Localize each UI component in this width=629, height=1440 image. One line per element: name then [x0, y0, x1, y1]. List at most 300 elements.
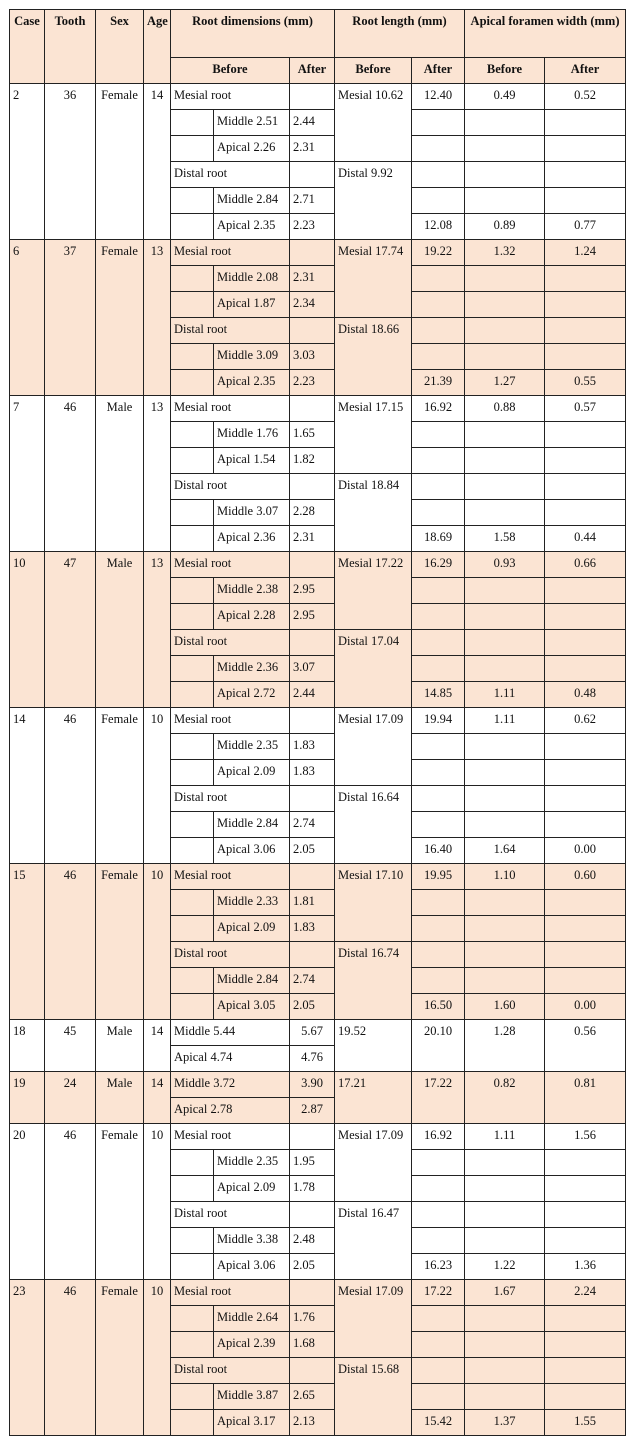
- root-length-distal-after: 16.40: [412, 838, 465, 864]
- root-length-distal-after: 18.69: [412, 526, 465, 552]
- mesial-root-label: Mesial root: [171, 240, 290, 266]
- mesial-root-label: Mesial root: [171, 396, 290, 422]
- empty-cell: [171, 890, 214, 916]
- empty-cell: [465, 1150, 545, 1176]
- table-body: [10, 84, 626, 1436]
- root-length-before: 17.21: [335, 1072, 412, 1124]
- empty-cell: [171, 1306, 214, 1332]
- apical-foramen-before: 0.88: [465, 396, 545, 422]
- mesial-apical-after: 1.68: [290, 1332, 335, 1358]
- empty-cell: [545, 630, 626, 656]
- header-rd-before: Before: [171, 58, 290, 84]
- apical-foramen-after: 0.55: [545, 370, 626, 396]
- distal-apical-before: Apical 3.06: [214, 838, 290, 864]
- mesial-apical-before: Apical 2.39: [214, 1332, 290, 1358]
- apical-foramen-before: 1.11: [465, 682, 545, 708]
- root-length-distal-after: 16.23: [412, 1254, 465, 1280]
- empty-cell: [545, 734, 626, 760]
- header-root-dimensions: Root dimensions (mm): [171, 10, 335, 58]
- age-cell: 14: [144, 84, 171, 240]
- distal-middle-before: Middle 2.84: [214, 188, 290, 214]
- distal-apical-before: Apical 2.35: [214, 214, 290, 240]
- distal-apical-after: 2.23: [290, 214, 335, 240]
- empty-cell: [290, 84, 335, 110]
- apical-foramen-before: 1.27: [465, 370, 545, 396]
- empty-cell: [412, 474, 465, 500]
- empty-cell: [412, 110, 465, 136]
- root-length-distal-before: Distal 17.04: [335, 630, 412, 708]
- root-length-mesial-after: 16.92: [412, 1124, 465, 1150]
- table-row: [10, 864, 626, 890]
- middle-after: 3.90: [290, 1072, 335, 1098]
- case-cell: 15: [10, 864, 45, 1020]
- root-length-distal-after: 15.42: [412, 1410, 465, 1436]
- table-row: [10, 1072, 626, 1098]
- distal-apical-after: 2.31: [290, 526, 335, 552]
- case-cell: 7: [10, 396, 45, 552]
- empty-cell: [290, 1280, 335, 1306]
- age-cell: 10: [144, 1280, 171, 1436]
- empty-cell: [465, 136, 545, 162]
- empty-cell: [171, 682, 214, 708]
- empty-cell: [465, 760, 545, 786]
- case-cell: 2: [10, 84, 45, 240]
- root-length-mesial-before: Mesial 17.22: [335, 552, 412, 630]
- apical-foramen-after: 0.62: [545, 708, 626, 734]
- distal-middle-after: 3.07: [290, 656, 335, 682]
- root-length-distal-before: Distal 18.84: [335, 474, 412, 552]
- empty-cell: [465, 1384, 545, 1410]
- age-cell: 13: [144, 240, 171, 396]
- empty-cell: [412, 734, 465, 760]
- mesial-middle-before: Middle 2.08: [214, 266, 290, 292]
- empty-cell: [412, 630, 465, 656]
- case-cell: 18: [10, 1020, 45, 1072]
- apical-foramen-before: 1.10: [465, 864, 545, 890]
- apical-foramen-after: 0.60: [545, 864, 626, 890]
- sex-cell: Male: [96, 1020, 144, 1072]
- root-length-mesial-before: Mesial 10.62: [335, 84, 412, 162]
- empty-cell: [545, 1306, 626, 1332]
- empty-cell: [545, 942, 626, 968]
- empty-cell: [412, 1176, 465, 1202]
- empty-cell: [465, 812, 545, 838]
- root-length-distal-before: Distal 16.47: [335, 1202, 412, 1280]
- mesial-apical-before: Apical 1.87: [214, 292, 290, 318]
- sex-cell: Female: [96, 1280, 144, 1436]
- distal-root-label: Distal root: [171, 630, 290, 656]
- empty-cell: [412, 578, 465, 604]
- header-rl-before: Before: [335, 58, 412, 84]
- root-length-mesial-after: 16.92: [412, 396, 465, 422]
- middle-before: Middle 5.44: [171, 1020, 290, 1046]
- empty-cell: [412, 604, 465, 630]
- empty-cell: [290, 1124, 335, 1150]
- mesial-root-label: Mesial root: [171, 708, 290, 734]
- table-header: [10, 10, 626, 84]
- empty-cell: [465, 110, 545, 136]
- tooth-cell: 36: [45, 84, 96, 240]
- empty-cell: [412, 318, 465, 344]
- distal-middle-after: 2.71: [290, 188, 335, 214]
- root-length-mesial-after: 12.40: [412, 84, 465, 110]
- empty-cell: [412, 1306, 465, 1332]
- middle-before: Middle 3.72: [171, 1072, 290, 1098]
- header-af-after: After: [545, 58, 626, 84]
- mesial-apical-after: 1.78: [290, 1176, 335, 1202]
- table-row: [10, 1124, 626, 1150]
- root-length-mesial-after: 16.29: [412, 552, 465, 578]
- root-length-after: 17.22: [412, 1072, 465, 1124]
- tooth-cell: 46: [45, 396, 96, 552]
- distal-middle-before: Middle 2.36: [214, 656, 290, 682]
- apical-foramen-before: 1.22: [465, 1254, 545, 1280]
- case-cell: 6: [10, 240, 45, 396]
- apical-before: Apical 2.78: [171, 1098, 290, 1124]
- empty-cell: [545, 1202, 626, 1228]
- mesial-root-label: Mesial root: [171, 1124, 290, 1150]
- tooth-cell: 46: [45, 1124, 96, 1280]
- empty-cell: [412, 1384, 465, 1410]
- empty-cell: [465, 916, 545, 942]
- apical-foramen-after: 2.24: [545, 1280, 626, 1306]
- empty-cell: [465, 1202, 545, 1228]
- sex-cell: Male: [96, 1072, 144, 1124]
- distal-middle-after: 2.28: [290, 500, 335, 526]
- distal-middle-before: Middle 3.07: [214, 500, 290, 526]
- mesial-root-label: Mesial root: [171, 864, 290, 890]
- empty-cell: [290, 474, 335, 500]
- empty-cell: [465, 1228, 545, 1254]
- empty-cell: [412, 1332, 465, 1358]
- sex-cell: Female: [96, 708, 144, 864]
- empty-cell: [412, 760, 465, 786]
- empty-cell: [290, 552, 335, 578]
- mesial-root-label: Mesial root: [171, 84, 290, 110]
- empty-cell: [171, 734, 214, 760]
- mesial-middle-before: Middle 2.51: [214, 110, 290, 136]
- apical-foramen-after: 0.48: [545, 682, 626, 708]
- tooth-cell: 46: [45, 1280, 96, 1436]
- header-case: Case: [10, 10, 45, 84]
- empty-cell: [171, 1228, 214, 1254]
- empty-cell: [545, 110, 626, 136]
- apical-foramen-after: 1.56: [545, 1124, 626, 1150]
- root-length-mesial-before: Mesial 17.10: [335, 864, 412, 942]
- header-sex: Sex: [96, 10, 144, 84]
- empty-cell: [171, 604, 214, 630]
- apical-foramen-after: 0.44: [545, 526, 626, 552]
- empty-cell: [171, 812, 214, 838]
- empty-cell: [412, 1358, 465, 1384]
- empty-cell: [412, 136, 465, 162]
- age-cell: 10: [144, 1124, 171, 1280]
- root-length-distal-after: 12.08: [412, 214, 465, 240]
- empty-cell: [412, 942, 465, 968]
- empty-cell: [171, 1410, 214, 1436]
- empty-cell: [290, 1202, 335, 1228]
- distal-root-label: Distal root: [171, 942, 290, 968]
- root-length-distal-after: 21.39: [412, 370, 465, 396]
- empty-cell: [465, 500, 545, 526]
- tooth-cell: 47: [45, 552, 96, 708]
- case-cell: 20: [10, 1124, 45, 1280]
- apical-before: Apical 4.74: [171, 1046, 290, 1072]
- empty-cell: [545, 1228, 626, 1254]
- empty-cell: [545, 578, 626, 604]
- case-cell: 19: [10, 1072, 45, 1124]
- empty-cell: [545, 448, 626, 474]
- empty-cell: [545, 1358, 626, 1384]
- header-apical-foramen: Apical foramen width (mm): [465, 10, 626, 58]
- empty-cell: [412, 916, 465, 942]
- empty-cell: [545, 1332, 626, 1358]
- case-cell: 14: [10, 708, 45, 864]
- empty-cell: [412, 344, 465, 370]
- case-cell: 10: [10, 552, 45, 708]
- mesial-middle-after: 2.31: [290, 266, 335, 292]
- apical-foramen-before: 1.11: [465, 1124, 545, 1150]
- case-cell: 23: [10, 1280, 45, 1436]
- distal-apical-after: 2.05: [290, 994, 335, 1020]
- empty-cell: [545, 318, 626, 344]
- empty-cell: [290, 708, 335, 734]
- empty-cell: [545, 812, 626, 838]
- empty-cell: [545, 1384, 626, 1410]
- apical-foramen-after: 0.00: [545, 994, 626, 1020]
- empty-cell: [545, 1150, 626, 1176]
- mesial-middle-after: 1.81: [290, 890, 335, 916]
- empty-cell: [545, 916, 626, 942]
- mesial-middle-before: Middle 1.76: [214, 422, 290, 448]
- header-af-before: Before: [465, 58, 545, 84]
- mesial-root-label: Mesial root: [171, 1280, 290, 1306]
- empty-cell: [171, 1176, 214, 1202]
- age-cell: 13: [144, 552, 171, 708]
- apical-foramen-before: 0.93: [465, 552, 545, 578]
- header-root-length: Root length (mm): [335, 10, 465, 58]
- empty-cell: [412, 1150, 465, 1176]
- empty-cell: [290, 786, 335, 812]
- empty-cell: [412, 266, 465, 292]
- empty-cell: [545, 656, 626, 682]
- distal-root-label: Distal root: [171, 162, 290, 188]
- empty-cell: [412, 968, 465, 994]
- table-row: [10, 240, 626, 266]
- age-cell: 10: [144, 708, 171, 864]
- empty-cell: [465, 1306, 545, 1332]
- empty-cell: [171, 266, 214, 292]
- apical-foramen-after: 1.55: [545, 1410, 626, 1436]
- mesial-middle-after: 1.76: [290, 1306, 335, 1332]
- empty-cell: [290, 240, 335, 266]
- distal-root-label: Distal root: [171, 786, 290, 812]
- distal-apical-after: 2.13: [290, 1410, 335, 1436]
- empty-cell: [171, 1384, 214, 1410]
- mesial-apical-after: 1.83: [290, 760, 335, 786]
- empty-cell: [412, 292, 465, 318]
- mesial-middle-after: 2.44: [290, 110, 335, 136]
- root-length-mesial-after: 19.22: [412, 240, 465, 266]
- mesial-apical-after: 1.83: [290, 916, 335, 942]
- empty-cell: [545, 422, 626, 448]
- root-length-distal-after: 14.85: [412, 682, 465, 708]
- root-length-before: 19.52: [335, 1020, 412, 1072]
- mesial-middle-after: 1.65: [290, 422, 335, 448]
- empty-cell: [412, 188, 465, 214]
- empty-cell: [465, 1332, 545, 1358]
- tooth-cell: 24: [45, 1072, 96, 1124]
- distal-middle-before: Middle 2.84: [214, 968, 290, 994]
- empty-cell: [171, 422, 214, 448]
- sex-cell: Male: [96, 396, 144, 552]
- empty-cell: [412, 656, 465, 682]
- empty-cell: [171, 994, 214, 1020]
- mesial-apical-after: 1.82: [290, 448, 335, 474]
- empty-cell: [465, 786, 545, 812]
- header-tooth: Tooth: [45, 10, 96, 84]
- empty-cell: [412, 500, 465, 526]
- apical-foramen-before: 1.32: [465, 240, 545, 266]
- root-length-mesial-before: Mesial 17.74: [335, 240, 412, 318]
- empty-cell: [465, 890, 545, 916]
- root-length-distal-before: Distal 9.92: [335, 162, 412, 240]
- header-rd-after: After: [290, 58, 335, 84]
- apical-foramen-after: 0.00: [545, 838, 626, 864]
- apical-foramen-before: 0.82: [465, 1072, 545, 1124]
- mesial-apical-before: Apical 1.54: [214, 448, 290, 474]
- empty-cell: [465, 1358, 545, 1384]
- root-length-mesial-before: Mesial 17.09: [335, 708, 412, 786]
- empty-cell: [545, 136, 626, 162]
- apical-foramen-after: 0.56: [545, 1020, 626, 1072]
- empty-cell: [290, 864, 335, 890]
- empty-cell: [171, 1332, 214, 1358]
- empty-cell: [412, 1228, 465, 1254]
- header-rl-after: After: [412, 58, 465, 84]
- empty-cell: [171, 370, 214, 396]
- empty-cell: [171, 1150, 214, 1176]
- apical-foramen-after: 0.81: [545, 1072, 626, 1124]
- empty-cell: [545, 344, 626, 370]
- mesial-middle-before: Middle 2.33: [214, 890, 290, 916]
- apical-foramen-before: 0.89: [465, 214, 545, 240]
- root-length-mesial-before: Mesial 17.09: [335, 1280, 412, 1358]
- mesial-root-label: Mesial root: [171, 552, 290, 578]
- empty-cell: [171, 578, 214, 604]
- empty-cell: [465, 656, 545, 682]
- empty-cell: [465, 630, 545, 656]
- empty-cell: [171, 136, 214, 162]
- distal-root-label: Distal root: [171, 474, 290, 500]
- apical-after: 4.76: [290, 1046, 335, 1072]
- tooth-cell: 46: [45, 864, 96, 1020]
- empty-cell: [465, 604, 545, 630]
- age-cell: 10: [144, 864, 171, 1020]
- mesial-middle-before: Middle 2.35: [214, 734, 290, 760]
- distal-apical-after: 2.05: [290, 1254, 335, 1280]
- empty-cell: [290, 630, 335, 656]
- root-length-mesial-after: 19.94: [412, 708, 465, 734]
- apical-foramen-after: 0.66: [545, 552, 626, 578]
- mesial-apical-before: Apical 2.26: [214, 136, 290, 162]
- sex-cell: Male: [96, 552, 144, 708]
- distal-apical-after: 2.05: [290, 838, 335, 864]
- distal-middle-before: Middle 3.38: [214, 1228, 290, 1254]
- distal-middle-after: 2.48: [290, 1228, 335, 1254]
- empty-cell: [171, 292, 214, 318]
- distal-middle-before: Middle 2.84: [214, 812, 290, 838]
- distal-apical-before: Apical 2.72: [214, 682, 290, 708]
- age-cell: 14: [144, 1020, 171, 1072]
- empty-cell: [465, 318, 545, 344]
- root-length-distal-before: Distal 18.66: [335, 318, 412, 396]
- empty-cell: [465, 266, 545, 292]
- empty-cell: [545, 760, 626, 786]
- root-length-distal-before: Distal 16.64: [335, 786, 412, 864]
- empty-cell: [465, 942, 545, 968]
- empty-cell: [545, 968, 626, 994]
- empty-cell: [465, 292, 545, 318]
- root-length-mesial-after: 17.22: [412, 1280, 465, 1306]
- empty-cell: [545, 474, 626, 500]
- empty-cell: [545, 890, 626, 916]
- empty-cell: [412, 786, 465, 812]
- distal-middle-after: 2.74: [290, 968, 335, 994]
- empty-cell: [545, 1176, 626, 1202]
- empty-cell: [290, 1358, 335, 1384]
- empty-cell: [171, 1254, 214, 1280]
- distal-apical-before: Apical 2.35: [214, 370, 290, 396]
- apical-foramen-before: 1.58: [465, 526, 545, 552]
- table-row: [10, 1280, 626, 1306]
- root-measurements-table: [9, 9, 626, 1436]
- empty-cell: [171, 448, 214, 474]
- root-length-mesial-before: Mesial 17.09: [335, 1124, 412, 1202]
- tooth-cell: 37: [45, 240, 96, 396]
- sex-cell: Female: [96, 240, 144, 396]
- empty-cell: [171, 968, 214, 994]
- distal-root-label: Distal root: [171, 318, 290, 344]
- empty-cell: [545, 500, 626, 526]
- tooth-cell: 46: [45, 708, 96, 864]
- distal-middle-after: 2.65: [290, 1384, 335, 1410]
- distal-apical-after: 2.23: [290, 370, 335, 396]
- mesial-apical-before: Apical 2.28: [214, 604, 290, 630]
- empty-cell: [465, 422, 545, 448]
- empty-cell: [465, 474, 545, 500]
- apical-foramen-before: 1.67: [465, 1280, 545, 1306]
- empty-cell: [412, 890, 465, 916]
- mesial-apical-before: Apical 2.09: [214, 916, 290, 942]
- apical-foramen-before: 1.11: [465, 708, 545, 734]
- apical-foramen-before: 1.37: [465, 1410, 545, 1436]
- mesial-middle-after: 1.95: [290, 1150, 335, 1176]
- empty-cell: [545, 604, 626, 630]
- apical-foramen-after: 1.24: [545, 240, 626, 266]
- empty-cell: [171, 760, 214, 786]
- distal-middle-before: Middle 3.87: [214, 1384, 290, 1410]
- root-length-distal-after: 16.50: [412, 994, 465, 1020]
- table-row: [10, 396, 626, 422]
- empty-cell: [171, 916, 214, 942]
- distal-apical-before: Apical 3.05: [214, 994, 290, 1020]
- root-length-distal-before: Distal 16.74: [335, 942, 412, 1020]
- mesial-apical-after: 2.31: [290, 136, 335, 162]
- sex-cell: Female: [96, 864, 144, 1020]
- empty-cell: [171, 500, 214, 526]
- mesial-middle-before: Middle 2.64: [214, 1306, 290, 1332]
